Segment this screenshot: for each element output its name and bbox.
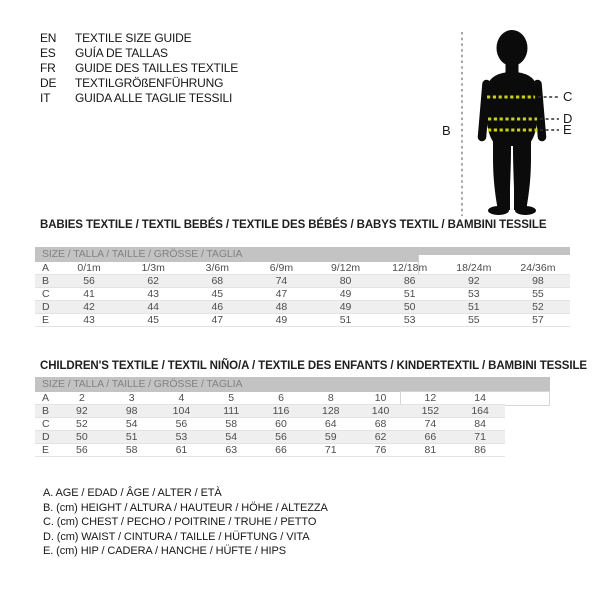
table-cell: 58 <box>125 444 138 456</box>
table-cell: 47 <box>275 288 288 300</box>
table-cell: 56 <box>275 431 287 443</box>
babies-table <box>35 262 570 327</box>
table-row <box>35 405 505 418</box>
row-label: B <box>42 405 50 417</box>
table-row <box>35 275 570 288</box>
table-cell: 44 <box>147 301 160 313</box>
table-cell: 84 <box>474 418 486 430</box>
table-cell: 56 <box>83 275 95 287</box>
table-cell: 54 <box>125 418 138 430</box>
table-cell: 9/12m <box>330 262 361 274</box>
measurement-legend <box>43 486 328 559</box>
table-cell: 57 <box>532 314 544 326</box>
table-cell: 48 <box>275 301 288 313</box>
table-cell: 104 <box>172 405 191 417</box>
row-label: D <box>42 431 50 443</box>
table-cell: 56 <box>76 444 88 456</box>
table-cell: 59 <box>324 431 337 443</box>
table-cell: 12/18m <box>392 262 428 274</box>
table-cell: 14 <box>474 392 486 404</box>
table-row <box>35 314 570 327</box>
table-cell: 49 <box>339 301 352 313</box>
legend-line-b: B. (cm) HEIGHT / ALTURA / HAUTEUR / HÖHE / ALTEZZA <box>43 501 328 514</box>
label-c: C <box>563 89 573 104</box>
lang-code: FR <box>40 61 56 75</box>
lang-code: ES <box>40 46 56 60</box>
table-cell: 60 <box>275 418 287 430</box>
table-cell: 2 <box>78 392 85 404</box>
table-cell: 12 <box>424 392 437 404</box>
row-label: D <box>42 301 50 313</box>
lang-text: GUÍA DE TALLAS <box>75 46 168 60</box>
table-cell: 6 <box>278 392 284 404</box>
children-table <box>35 392 505 457</box>
table-row <box>35 288 570 301</box>
table-cell: 58 <box>225 418 238 430</box>
babies-table-title: BABIES TEXTILE / TEXTIL BEBÉS / TEXTILE DES BÉBÉS / BABYS TEXTIL / BAMBINI TESSILE <box>40 219 547 231</box>
table-cell: 66 <box>424 431 437 443</box>
lang-row-it <box>40 91 238 106</box>
legend-line-a: A. AGE / EDAD / ÂGE / ALTER / ETÀ <box>43 487 222 499</box>
table-cell: 128 <box>322 405 340 417</box>
table-cell: 51 <box>125 431 138 443</box>
table-row <box>35 392 505 405</box>
table-cell: 18/24m <box>456 262 492 274</box>
table-cell: 76 <box>374 444 387 456</box>
table-cell: 50 <box>403 301 416 313</box>
table-row <box>35 431 505 444</box>
label-b: B <box>442 123 451 138</box>
table-cell: 6/9m <box>269 262 294 274</box>
table-cell: 1/3m <box>141 262 165 274</box>
table-cell: 49 <box>275 314 288 326</box>
table-cell: 10 <box>374 392 387 404</box>
row-label: A <box>42 392 50 404</box>
table-cell: 92 <box>76 405 88 417</box>
table-cell: 140 <box>371 405 390 417</box>
table-cell: 24/36m <box>520 262 556 274</box>
table-cell: 116 <box>272 405 290 417</box>
table-cell: 98 <box>532 275 544 287</box>
table-cell: 51 <box>339 314 352 326</box>
table-cell: 111 <box>223 405 240 417</box>
table-cell: 74 <box>424 418 437 430</box>
table-cell: 71 <box>324 444 337 456</box>
lang-text: GUIDA ALLE TAGLIE TESSILI <box>75 91 233 105</box>
table-cell: 52 <box>76 418 88 430</box>
table-cell: 55 <box>532 288 544 300</box>
table-cell: 50 <box>76 431 88 443</box>
table-cell: 71 <box>474 431 486 443</box>
table-cell: 49 <box>339 288 352 300</box>
table-row <box>35 301 570 314</box>
table-cell: 53 <box>467 288 480 300</box>
table-cell: 62 <box>147 275 160 287</box>
table-cell: 45 <box>147 314 160 326</box>
table-cell: 68 <box>211 275 224 287</box>
table-cell: 92 <box>467 275 480 287</box>
table-cell: 54 <box>225 431 238 443</box>
table-cell: 46 <box>211 301 224 313</box>
lang-text: TEXTILGRÖßENFÜHRUNG <box>75 76 224 90</box>
babies-size-header: SIZE / TALLA / TAILLE / GRÖSSE / TAGLIA <box>35 247 570 262</box>
lang-code: IT <box>40 91 51 105</box>
table-cell: 55 <box>467 314 480 326</box>
row-label: E <box>42 444 50 456</box>
table-row <box>35 444 505 457</box>
lang-row-en <box>40 31 238 46</box>
children-size-header: SIZE / TALLA / TAILLE / GRÖSSE / TAGLIA <box>35 377 550 392</box>
row-label: C <box>42 418 50 430</box>
lang-row-de <box>40 76 238 91</box>
table-cell: 3/6m <box>205 262 229 274</box>
lang-code: EN <box>40 31 57 45</box>
lang-text: TEXTILE SIZE GUIDE <box>75 31 192 45</box>
label-e: E <box>563 122 572 137</box>
children-table-title: CHILDREN'S TEXTILE / TEXTIL NIÑO/A / TEXTILE DES ENFANTS / KINDERTEXTIL / BAMBINI TESSILE <box>40 360 587 372</box>
table-cell: 52 <box>532 301 544 313</box>
row-label: E <box>42 314 50 326</box>
table-cell: 53 <box>403 314 416 326</box>
table-cell: 86 <box>474 444 486 456</box>
table-cell: 152 <box>421 405 440 417</box>
row-label: B <box>42 275 50 287</box>
table-cell: 0/1m <box>77 262 101 274</box>
table-cell: 47 <box>211 314 224 326</box>
legend-line-d: D. (cm) WAIST / CINTURA / TAILLE / HÜFTUNG / VITA <box>43 530 310 543</box>
table-cell: 68 <box>374 418 387 430</box>
table-cell: 8 <box>327 392 334 404</box>
table-cell: 86 <box>403 275 416 287</box>
table-cell: 53 <box>175 431 188 443</box>
table-cell: 45 <box>211 288 224 300</box>
child-silhouette-icon <box>482 30 542 215</box>
lang-text: GUIDE DES TAILLES TEXTILE <box>75 61 239 75</box>
row-label: A <box>42 262 50 274</box>
table-cell: 5 <box>228 392 235 404</box>
table-cell: 66 <box>275 444 287 456</box>
label-d: D <box>563 111 573 126</box>
table-cell: 81 <box>424 444 437 456</box>
table-cell: 164 <box>471 405 489 417</box>
table-cell: 62 <box>374 431 387 443</box>
language-list <box>40 31 238 106</box>
table-row <box>35 262 570 275</box>
table-cell: 42 <box>83 301 95 313</box>
table-cell: 51 <box>403 288 416 300</box>
row-label: C <box>42 288 50 300</box>
table-cell: 56 <box>175 418 188 430</box>
legend-line-e: E. (cm) HIP / CADERA / HANCHE / HÜFTE / HIPS <box>43 545 286 557</box>
lang-row-es <box>40 46 238 61</box>
table-cell: 4 <box>178 392 185 404</box>
table-cell: 64 <box>324 418 337 430</box>
lang-row-fr <box>40 61 238 76</box>
table-cell: 74 <box>275 275 288 287</box>
child-measurement-diagram <box>437 13 587 218</box>
table-cell: 43 <box>83 314 95 326</box>
table-row <box>35 418 505 431</box>
table-cell: 41 <box>83 288 95 300</box>
table-cell: 3 <box>128 392 135 404</box>
lang-code: DE <box>40 76 57 90</box>
table-cell: 51 <box>467 301 480 313</box>
legend-line-c: C. (cm) CHEST / PECHO / POITRINE / TRUHE / PETTO <box>43 516 317 528</box>
table-cell: 43 <box>147 288 160 300</box>
table-cell: 80 <box>339 275 352 287</box>
table-cell: 98 <box>125 405 138 417</box>
table-cell: 63 <box>225 444 238 456</box>
table-cell: 61 <box>175 444 188 456</box>
